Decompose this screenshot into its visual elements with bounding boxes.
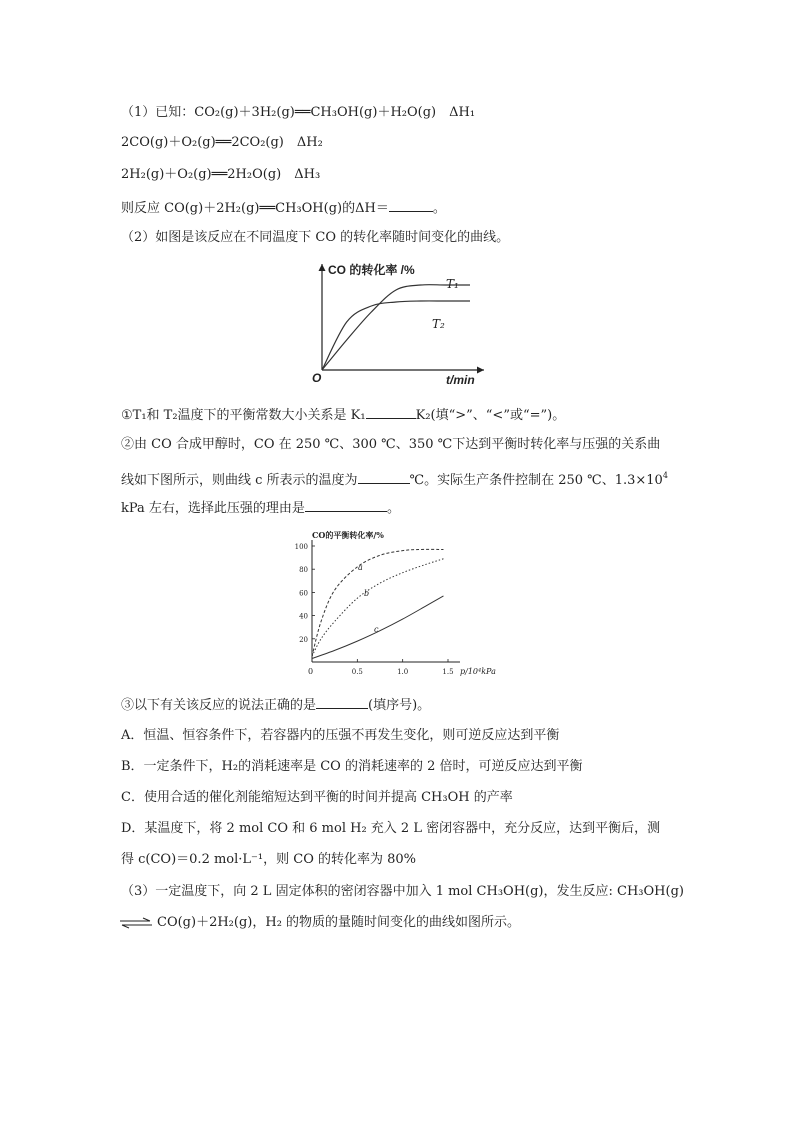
answer-blank-options[interactable] — [316, 695, 368, 709]
answer-blank-k[interactable] — [366, 405, 416, 419]
q2-s2-line3-text: kPa 左右，选择此压强的理由是 — [121, 501, 305, 516]
q2-s3 — [121, 695, 430, 715]
chart2-origin: 0 — [308, 667, 314, 676]
chart1-series-line-t1 — [322, 285, 470, 370]
q2-s2-line3-end: 。 — [386, 501, 400, 516]
chart1-origin: O — [312, 371, 322, 385]
chart2-series-label-b: b — [364, 589, 370, 598]
chart2-ytick-label: 60 — [299, 589, 308, 598]
option-a: A．恒温、恒容条件下，若容器内的压强不再发生变化，则可逆反应达到平衡 — [121, 728, 560, 743]
q1-line3: 2H₂(g)＋O₂(g)══2H₂O(g) ΔH₃ — [121, 167, 321, 182]
chart1-series-line-t2 — [322, 301, 470, 370]
q3-line2-text: CO(g)＋2H₂(g)，H₂ 的物质的量随时间变化的曲线如图所示。 — [157, 915, 521, 930]
chart-co-equilibrium-vs-pressure — [284, 528, 510, 678]
chart-co-conversion-vs-time — [310, 258, 490, 390]
q2-s1-text: ①T₁和 T₂温度下的平衡常数大小关系是 K₁ — [121, 408, 366, 423]
q2-s3-text: ③以下有关该反应的说法正确的是 — [121, 698, 317, 713]
chart2-series-line-a — [312, 549, 443, 656]
chart1-xlabel: t/min — [446, 373, 475, 387]
chart2-series-label-a: a — [358, 563, 363, 572]
q2-s2-line3 — [121, 498, 400, 518]
q3-line1: （3）一定温度下，向 2 L 固定体积的密闭容器中加入 1 mol CH₃OH(g)，发生反应: CH₃OH(g) — [121, 884, 684, 899]
q1-line1: （1）已知：CO₂(g)＋3H₂(g)══CH₃OH(g)＋H₂O(g) ΔH₁ — [121, 105, 476, 120]
q1-line4 — [121, 198, 446, 218]
chart2-xtick-label: 1.5 — [442, 668, 454, 676]
q2-s2-line2-text: 线如下图所示，则曲线 c 所表示的温度为 — [121, 473, 358, 488]
chart2-series-label-c: c — [374, 625, 379, 634]
q2-s1 — [121, 405, 565, 425]
chart1-series-label-t1: T₁ — [446, 277, 459, 291]
chart2-ytick-label: 20 — [299, 635, 308, 644]
answer-blank-dh[interactable] — [389, 198, 433, 212]
reversible-arrow-icon — [119, 917, 153, 929]
q2-s2-line1: ②由 CO 合成甲醇时，CO 在 250 ℃、300 ℃、350 ℃下达到平衡时转化率与压强的关系曲 — [121, 437, 661, 452]
q1-line4-end: 。 — [432, 201, 446, 216]
option-c: C．使用合适的催化剂能缩短达到平衡的时间并提高 CH₃OH 的产率 — [121, 790, 513, 805]
q2-s2-line2 — [121, 467, 668, 490]
answer-blank-temp[interactable] — [358, 470, 410, 484]
answer-blank-reason[interactable] — [305, 498, 387, 512]
chart2-xlabel: p/10⁴kPa — [460, 667, 496, 676]
q2-s2-line2-end: ℃。实际生产条件控制在 250 ℃、1.3×10 — [409, 473, 663, 488]
q2-s1-end: K₂(填“>”、“<”或“=”)。 — [415, 408, 566, 423]
chart2-ytick-label: 80 — [299, 566, 308, 575]
chart2-ytick-label: 40 — [299, 612, 308, 621]
q2-intro: （2）如图是该反应在不同温度下 CO 的转化率随时间变化的曲线。 — [121, 230, 510, 245]
chart2-ylabel: CO的平衡转化率/% — [312, 530, 384, 540]
option-d-line2: 得 c(CO)＝0.2 mol·L⁻¹，则 CO 的转化率为 80% — [121, 852, 417, 867]
chart2-xtick-label: 0.5 — [351, 668, 363, 676]
chart2-ytick-label: 100 — [294, 543, 308, 551]
chart2-xtick-label: 1.0 — [397, 668, 409, 676]
q2-s2-superscript: 4 — [662, 471, 668, 480]
chart1-ylabel: CO 的转化率 /% — [328, 263, 415, 277]
option-d-line1: D．某温度下，将 2 mol CO 和 6 mol H₂ 充入 2 L 密闭容器中，充分反应，达到平衡后，测 — [121, 821, 661, 836]
chart1-series-label-t2: T₂ — [432, 317, 445, 331]
option-b: B．一定条件下，H₂的消耗速率是 CO 的消耗速率的 2 倍时，可逆反应达到平衡 — [121, 759, 583, 774]
q1-line2: 2CO(g)＋O₂(g)══2CO₂(g) ΔH₂ — [121, 135, 323, 150]
q1-line4-text: 则反应 CO(g)＋2H₂(g)══CH₃OH(g)的ΔH＝ — [121, 201, 389, 216]
q3-line2 — [121, 914, 520, 932]
q2-s3-end: (填序号)。 — [368, 698, 431, 713]
